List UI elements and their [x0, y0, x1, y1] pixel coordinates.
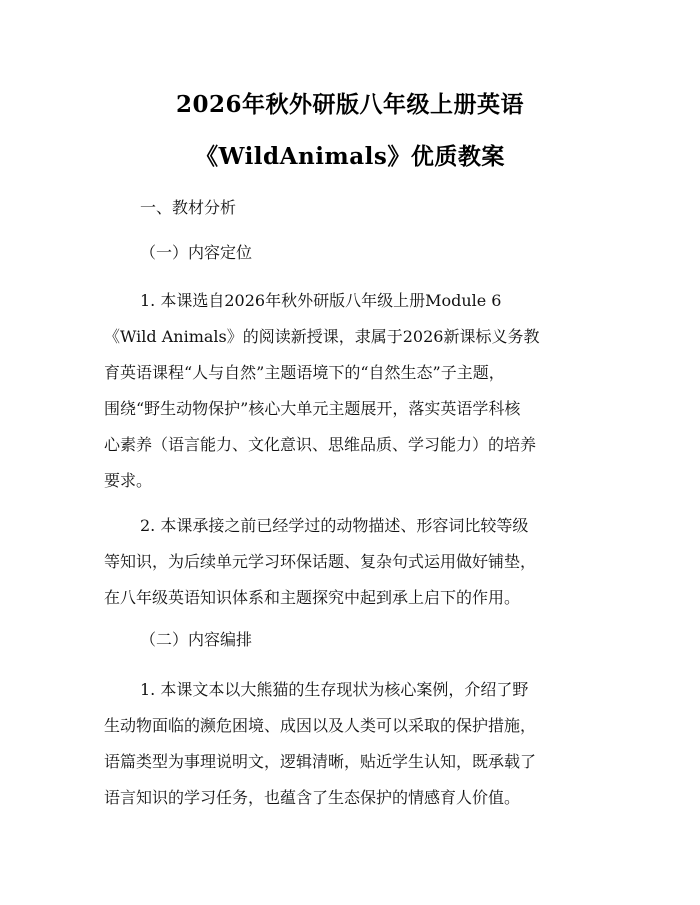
paragraph-line: 要求。 [104, 471, 153, 490]
paragraph-line: 1. 本课文本以大熊猫的生存现状为核心案例，介绍了野 [140, 680, 529, 699]
subsection-heading-content-arrangement: （二）内容编排 [140, 630, 253, 649]
document-title-line-1: 2026年秋外研版八年级上册英语 [175, 91, 524, 118]
paragraph-line: 围绕“野生动物保护”核心大单元主题展开，落实英语学科核 [104, 399, 521, 418]
paragraph-line: 育英语课程“人与自然”主题语境下的“自然生态”子主题， [104, 363, 505, 382]
document-title-line-2: 《WildAnimals》优质教案 [195, 143, 505, 170]
paragraph-line: 生动物面临的濒危困境、成因以及人类可以采取的保护措施， [104, 716, 537, 735]
section-heading-textbook-analysis: 一、教材分析 [140, 198, 237, 217]
paragraph-line: 语言知识的学习任务，也蕴含了生态保护的情感育人价值。 [104, 788, 521, 807]
paragraph-line: 2. 本课承接之前已经学过的动物描述、形容词比较等级 [140, 516, 529, 535]
paragraph-line: 《Wild Animals》的阅读新授课，隶属于2026新课标义务教 [104, 327, 540, 346]
paragraph-line: 1. 本课选自2026年秋外研版八年级上册Module 6 [140, 291, 502, 310]
subsection-heading-content-positioning: （一）内容定位 [140, 243, 253, 262]
paragraph-line: 在八年级英语知识体系和主题探究中起到承上启下的作用。 [104, 588, 521, 607]
paragraph-content-arrangement-1 [104, 672, 604, 816]
paragraph-line: 语篇类型为事理说明文，逻辑清晰，贴近学生认知，既承载了 [104, 752, 537, 771]
paragraph-content-positioning-2 [104, 508, 604, 616]
paragraph-line: 心素养（语言能力、文化意识、思维品质、学习能力）的培养 [104, 435, 537, 454]
paragraph-content-positioning-1 [104, 283, 604, 499]
paragraph-line: 等知识，为后续单元学习环保话题、复杂句式运用做好铺垫， [104, 552, 537, 571]
